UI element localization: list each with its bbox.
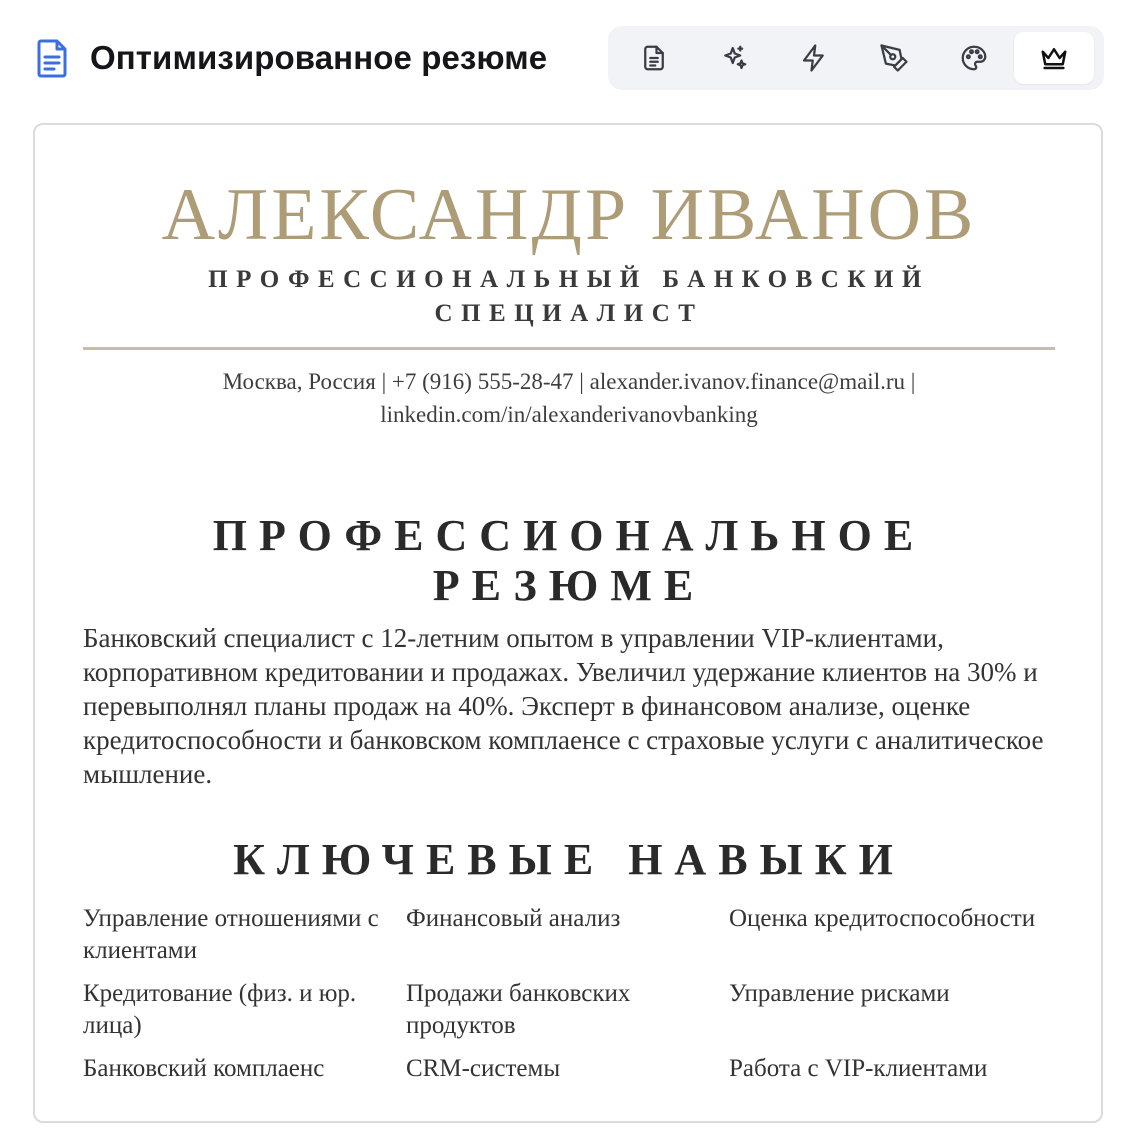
- skill-item: Управление рисками: [729, 980, 950, 1007]
- document-icon: [639, 43, 669, 73]
- role-line: СПЕЦИАЛИСТ: [434, 300, 704, 327]
- contact-line: linkedin.com/in/alexanderivanovbanking: [380, 402, 758, 427]
- crown-icon: [1039, 43, 1069, 73]
- sparkles-icon: [719, 43, 749, 73]
- header-bar: [34, 26, 1104, 90]
- skill-item: CRM-системы: [406, 1055, 561, 1082]
- pen-tool-icon: [879, 43, 909, 73]
- premium-template-button[interactable]: [1014, 32, 1094, 84]
- document-view-button[interactable]: [614, 32, 694, 84]
- summary-text: Банковский специалист с 12-летним опытом в управлении VIP-клиентами, корпоративном кредитовании и продажах. Увеличил удержание клиентов на 30% и перевыполнял планы продаж на 40%. Эксперт в финансовом анализе, оценке кредитоспособности и банковском комплаенсе с страховые услуги с аналитическое мышление.: [83, 623, 1044, 789]
- candidate-role: [83, 263, 1055, 331]
- color-theme-button[interactable]: [934, 32, 1014, 84]
- lightning-icon: [799, 43, 829, 73]
- contact-info: [83, 365, 1055, 431]
- role-line: ПРОФЕССИОНАЛЬНЫЙ БАНКОВСКИЙ: [208, 266, 930, 293]
- ai-enhance-button[interactable]: [694, 32, 774, 84]
- skill-item: Работа с VIP-клиентами: [729, 1055, 988, 1082]
- page-title: Оптимизированное резюме: [90, 39, 548, 76]
- resume-preview[interactable]: [33, 123, 1103, 1123]
- resume-document: [83, 125, 1055, 1085]
- skill-item: Банковский комплаенс: [83, 1055, 325, 1082]
- contact-line: Москва, Россия | +7 (916) 555-28-47 | alexander.ivanov.finance@mail.ru |: [222, 369, 916, 394]
- candidate-name: АЛЕКСАНДР ИВАНОВ: [161, 174, 977, 256]
- quick-action-button[interactable]: [774, 32, 854, 84]
- summary-heading: [83, 511, 1055, 611]
- document-icon: [34, 36, 72, 80]
- palette-icon: [959, 43, 989, 73]
- heading-line: ПРОФЕССИОНАЛЬНОЕ: [212, 511, 926, 560]
- template-toolbar: [608, 26, 1104, 90]
- skill-item: Оценка кредитоспособности: [729, 905, 1036, 932]
- style-pen-button[interactable]: [854, 32, 934, 84]
- skill-item: Кредитование (физ. и юр. лица): [83, 980, 357, 1039]
- heading-line: РЕЗЮМЕ: [432, 561, 706, 610]
- skills-grid: [83, 903, 1055, 1085]
- header-divider: [83, 347, 1055, 350]
- skill-item: Продажи банковских продуктов: [406, 980, 631, 1039]
- skill-item: Управление отношениями с клиентами: [83, 905, 379, 964]
- skill-item: Финансовый анализ: [406, 905, 621, 932]
- skills-heading: КЛЮЧЕВЫЕ НАВЫКИ: [233, 835, 905, 884]
